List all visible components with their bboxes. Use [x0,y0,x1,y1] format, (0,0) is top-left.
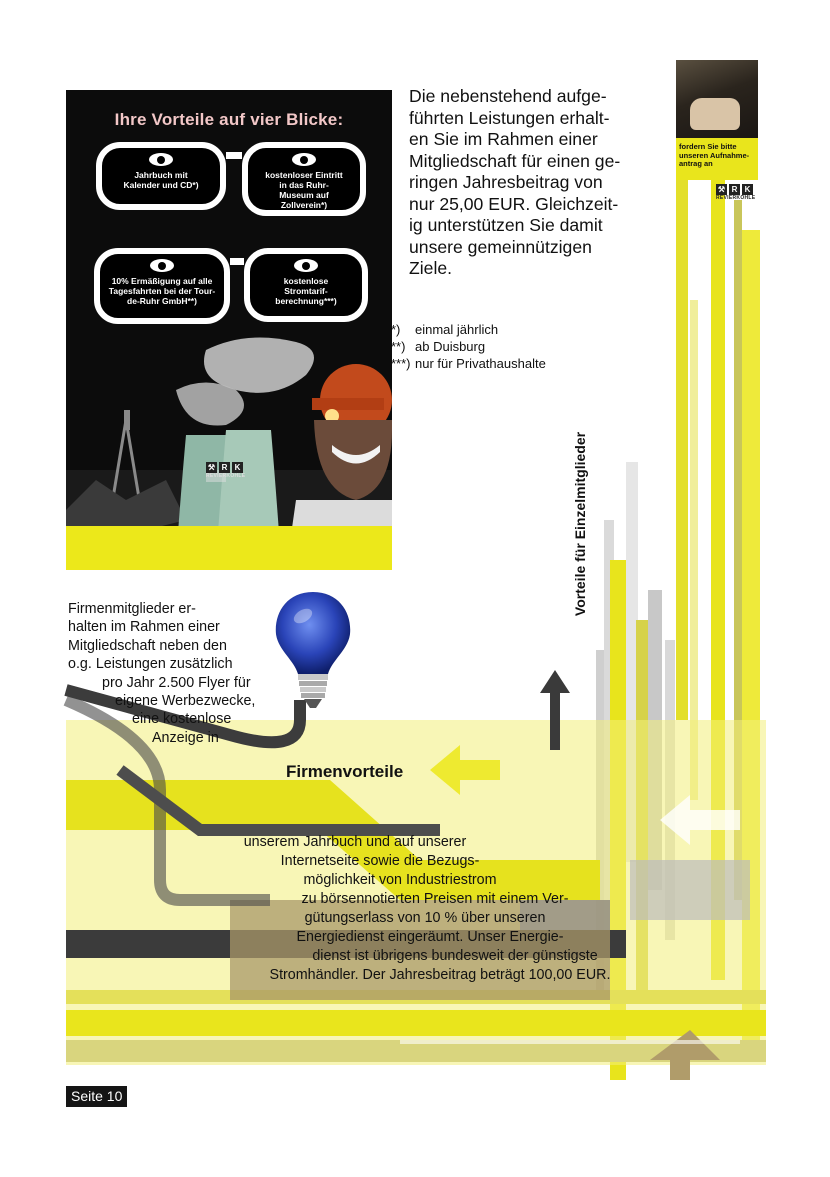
footnote-text: ab Duisburg [415,339,486,354]
glasses-bridge-bottom [230,258,244,265]
lens-discount [94,248,230,324]
body-line: zu börsennotierten Preisen mit einem Ver- [301,891,569,907]
flyer-yellow-strip [66,526,392,570]
eye-icon [150,259,174,272]
intro-line: führten Leistungen erhalt- [409,107,610,128]
flyer-title: Ihre Vorteile auf vier Blicke: [114,110,344,129]
firm-benefits-heading: Firmenvorteile [286,762,404,781]
body-line: gütungserlass von 10 % über unseren [304,910,546,926]
firm-benefits-text [150,833,680,985]
firm-line: eigene Werbezwecke, [115,693,256,710]
logo-letter: K [232,462,243,473]
logo-subtitle: REVIERKOHLE [206,473,246,479]
lens-electricity-text: kostenlose Stromtarif-berechnung***) [275,276,337,306]
vertical-title-text: Vorteile für Einzelmitglieder [572,431,588,617]
logo-letter: K [742,184,753,195]
logo-letter: ⚒ [207,463,216,472]
glasses-bridge-top [226,152,242,159]
footnote-text: einmal jährlich [415,322,499,337]
thumb-logo [716,184,755,201]
lens-museum-text: kostenloser Eintritt in das Ruhr-Museum auf Zollverein*) [265,170,343,210]
footnote-mark: *) [391,322,401,337]
eye-icon [294,259,318,272]
footnote [391,355,546,372]
flyer-logo [206,462,245,479]
lens-discount-text: 10% Ermäßigung auf alle Tagesfahrten bei der Tour-de-Ruhr GmbH**) [108,276,216,306]
firm-line: Anzeige in [152,729,219,746]
eye-icon [292,153,316,166]
membership-intro [409,86,659,280]
intro-line: ringen Jahresbeitrag von [409,172,603,192]
body-line: Energiedienst eingeräumt. Unser Energie- [296,929,564,945]
intro-line: Ziele. [409,258,453,278]
lens-yearbook-text: Jahrbuch mit Kalender und CD*) [123,170,199,190]
intro-line: unsere gemeinnützigen [409,236,592,257]
firm-line: pro Jahr 2.500 Flyer für [102,674,251,691]
firm-line: o.g. Leistungen zusätzlich [68,656,233,673]
body-line: Stromhändler. Der Jahresbeitrag beträgt 100,00 EUR. [269,967,611,983]
intro-line: Mitgliedschaft für einen ge- [409,150,621,171]
logo-subtitle: REVIERKOHLE [716,195,756,201]
footnote [391,321,546,338]
intro-line: nur 25,00 EUR. Gleichzeit- [409,193,619,214]
body-line: möglichkeit von Industriestrom [303,872,497,888]
page-number-label: Seite 10 [66,1086,127,1107]
logo-letter: R [219,462,230,473]
firm-members-text [68,600,316,747]
footnotes [391,321,546,372]
body-line: unserem Jahrbuch und auf unserer [243,834,467,850]
lens-electricity [244,248,368,322]
footnote-mark: **) [391,339,406,354]
application-callout: fordern Sie bitte unseren Aufnahme-antrag an [676,138,758,180]
firm-line: Mitgliedschaft neben den [68,637,227,654]
body-line: Internetseite sowie die Bezugs- [280,853,480,869]
firm-line: halten im Rahmen einer [68,619,220,636]
eye-icon [149,153,173,166]
body-line: dienst ist übrigens bundesweit der günstigste [312,948,598,964]
logo-letter: ⚒ [717,185,726,194]
lens-museum [242,142,366,216]
lens-yearbook [96,142,226,210]
intro-line: ig unterstützen Sie damit [409,215,603,235]
intro-line: Die nebenstehend aufge- [409,86,607,106]
footnote [391,338,546,355]
firm-line: Firmenmitglieder er- [68,601,196,617]
signing-hand [690,98,740,130]
footnote-text: nur für Privathaushalte [415,356,546,371]
firm-line: eine kostenlose [132,711,232,728]
benefits-flyer [66,90,392,570]
intro-line: en Sie im Rahmen einer [409,129,598,149]
footnote-mark: ***) [391,356,411,371]
logo-letter: R [729,184,740,195]
